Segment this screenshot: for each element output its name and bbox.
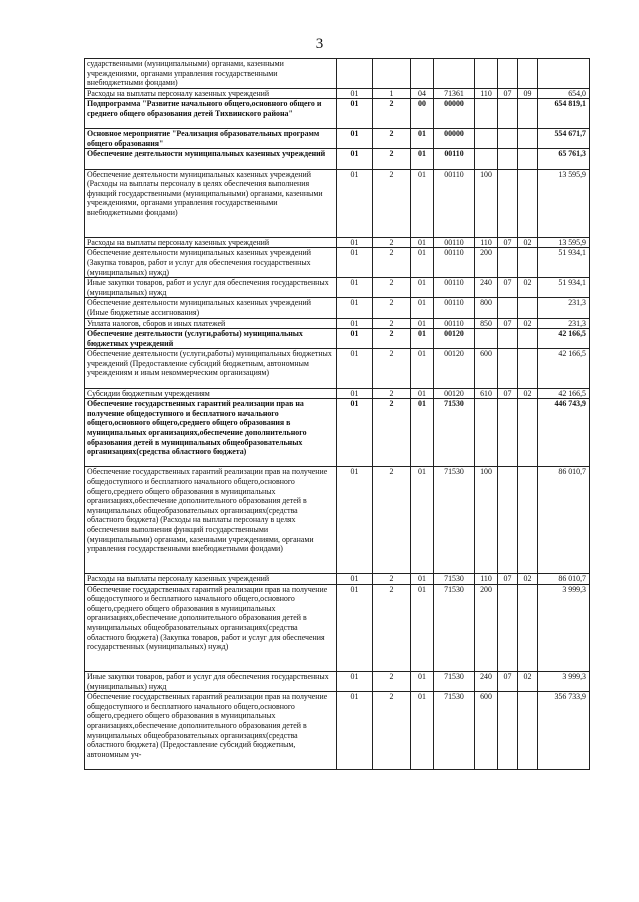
row-code-e: 110: [475, 574, 498, 585]
row-code-f: [498, 329, 518, 349]
row-code-g: [518, 169, 538, 237]
table-row: [85, 99, 590, 129]
row-code-c: 01: [411, 329, 434, 349]
row-code-a: 01: [337, 298, 373, 318]
row-description: сударственными (муниципальными) органами, казенными учреждениями, органами управления государственными внебюджетными фондами): [85, 59, 337, 89]
row-code-d: 00110: [434, 298, 475, 318]
row-code-d: 00110: [434, 237, 475, 248]
row-code-e: 100: [475, 467, 498, 574]
row-code-e: 600: [475, 692, 498, 770]
row-code-a: 01: [337, 149, 373, 169]
row-code-d: 00120: [434, 329, 475, 349]
row-amount: 231,3: [538, 318, 590, 329]
row-code-b: 2: [373, 672, 411, 692]
row-code-f: [498, 99, 518, 129]
row-amount: 13 595,9: [538, 237, 590, 248]
table-body: [85, 59, 590, 770]
row-code-d: 00000: [434, 129, 475, 149]
row-amount: 65 761,3: [538, 149, 590, 169]
row-code-a: 01: [337, 329, 373, 349]
row-description: Подпрограмма "Развитие начального общего,основного общего и среднего общего образования детей Тихвинского района": [85, 99, 337, 129]
table-row: [85, 574, 590, 585]
row-code-f: [498, 399, 518, 467]
row-code-g: [518, 349, 538, 388]
row-code-c: 01: [411, 248, 434, 278]
row-description: Расходы на выплаты персоналу казенных учреждений: [85, 574, 337, 585]
row-code-a: 01: [337, 399, 373, 467]
row-code-e: [475, 399, 498, 467]
row-description: Расходы на выплаты персоналу казенных учреждений: [85, 237, 337, 248]
row-code-g: [518, 692, 538, 770]
row-code-g: 09: [518, 88, 538, 99]
row-code-e: 110: [475, 237, 498, 248]
row-code-d: 00110: [434, 169, 475, 237]
row-code-c: 01: [411, 237, 434, 248]
row-code-d: 00120: [434, 388, 475, 399]
row-code-d: 71530: [434, 467, 475, 574]
row-code-g: 02: [518, 237, 538, 248]
row-code-d: 71530: [434, 574, 475, 585]
row-code-f: 07: [498, 388, 518, 399]
row-code-g: [518, 467, 538, 574]
table-row: [85, 467, 590, 574]
row-code-f: 07: [498, 88, 518, 99]
row-code-f: [498, 467, 518, 574]
row-code-c: 01: [411, 318, 434, 329]
row-code-c: 01: [411, 298, 434, 318]
row-amount: 42 166,5: [538, 388, 590, 399]
row-code-c: 00: [411, 99, 434, 129]
row-code-b: 2: [373, 318, 411, 329]
row-code-g: [518, 298, 538, 318]
row-code-e: [475, 149, 498, 169]
row-code-e: 200: [475, 584, 498, 671]
row-code-a: 01: [337, 278, 373, 298]
row-code-a: 01: [337, 349, 373, 388]
row-code-e: [475, 329, 498, 349]
row-code-c: 01: [411, 584, 434, 671]
row-code-e: 240: [475, 672, 498, 692]
row-code-g: [518, 59, 538, 89]
row-code-f: [498, 129, 518, 149]
row-description: Основное мероприятие "Реализация образовательных программ общего образования": [85, 129, 337, 149]
row-amount: 86 010,7: [538, 467, 590, 574]
row-code-d: 00120: [434, 349, 475, 388]
row-amount: 86 010,7: [538, 574, 590, 585]
row-amount: 13 595,9: [538, 169, 590, 237]
row-code-d: 71530: [434, 584, 475, 671]
row-code-b: 2: [373, 278, 411, 298]
row-code-e: 800: [475, 298, 498, 318]
row-code-f: [498, 59, 518, 89]
row-description: Субсидии бюджетным учреждениям: [85, 388, 337, 399]
page-number: 3: [315, 36, 324, 52]
row-code-e: [475, 59, 498, 89]
table-row: [85, 88, 590, 99]
row-code-b: 2: [373, 349, 411, 388]
row-code-e: 100: [475, 169, 498, 237]
table-row: [85, 329, 590, 349]
row-code-a: 01: [337, 318, 373, 329]
row-code-b: 2: [373, 129, 411, 149]
row-code-f: 07: [498, 672, 518, 692]
row-code-d: 00000: [434, 99, 475, 129]
table-row: [85, 692, 590, 770]
table-row: [85, 349, 590, 388]
row-code-g: 02: [518, 318, 538, 329]
row-code-g: [518, 584, 538, 671]
row-code-d: 71361: [434, 88, 475, 99]
row-code-f: [498, 298, 518, 318]
row-code-d: [434, 59, 475, 89]
row-code-b: 2: [373, 298, 411, 318]
row-description: Расходы на выплаты персоналу казенных учреждений: [85, 88, 337, 99]
row-code-f: [498, 349, 518, 388]
row-description: Уплата налогов, сборов и иных платежей: [85, 318, 337, 329]
row-code-c: 01: [411, 399, 434, 467]
row-code-c: 01: [411, 672, 434, 692]
row-code-a: 01: [337, 388, 373, 399]
row-description: Обеспечение деятельности муниципальных казенных учреждений: [85, 149, 337, 169]
row-amount: [538, 59, 590, 89]
row-code-e: 200: [475, 248, 498, 278]
row-code-c: 01: [411, 574, 434, 585]
row-code-b: 2: [373, 692, 411, 770]
row-code-f: [498, 169, 518, 237]
table-row: [85, 129, 590, 149]
table-row: [85, 149, 590, 169]
row-code-g: [518, 329, 538, 349]
row-code-c: 01: [411, 467, 434, 574]
row-code-c: 01: [411, 692, 434, 770]
budget-table: [84, 58, 590, 770]
row-description: Обеспечение деятельности муниципальных казенных учреждений (Расходы на выплаты персоналу в целях обеспечения выполнения функций государственными (муниципальными) органами, казенными учреждениями, органами управления государственными внебюджетными фондами): [85, 169, 337, 237]
row-description: Обеспечение государственных гарантий реализации прав на получение общедоступного и бесплатного начального общего,основного общего,среднего общего образования в муниципальных организациях,обеспечение дополнительного образования детей в муниципальных общеобразовательных организациях(средства областного бюджета) (Предоставление субсидий бюджетным, автономным уч-: [85, 692, 337, 770]
row-code-b: 2: [373, 574, 411, 585]
row-code-a: 01: [337, 237, 373, 248]
row-code-a: 01: [337, 88, 373, 99]
row-amount: 42 166,5: [538, 329, 590, 349]
row-code-e: [475, 129, 498, 149]
row-code-g: [518, 248, 538, 278]
row-code-c: 01: [411, 149, 434, 169]
table-row: [85, 59, 590, 89]
table-row: [85, 399, 590, 467]
row-code-b: 2: [373, 169, 411, 237]
row-code-e: 610: [475, 388, 498, 399]
row-code-d: 71530: [434, 692, 475, 770]
row-description: Обеспечение деятельности (услуги,работы) муниципальных бюджетных учреждений: [85, 329, 337, 349]
row-code-d: 71530: [434, 399, 475, 467]
row-amount: 554 671,7: [538, 129, 590, 149]
row-code-a: 01: [337, 248, 373, 278]
row-code-g: [518, 129, 538, 149]
row-code-a: 01: [337, 672, 373, 692]
row-code-a: 01: [337, 99, 373, 129]
row-description: Обеспечение деятельности муниципальных казенных учреждений (Закупка товаров, работ и услуг для обеспечения государственных (муниципальных) нужд): [85, 248, 337, 278]
row-amount: 654 819,1: [538, 99, 590, 129]
row-amount: 356 733,9: [538, 692, 590, 770]
row-code-c: 01: [411, 388, 434, 399]
row-code-d: 00110: [434, 278, 475, 298]
row-code-a: 01: [337, 584, 373, 671]
row-code-g: [518, 399, 538, 467]
row-code-g: [518, 149, 538, 169]
row-code-e: 110: [475, 88, 498, 99]
row-code-b: 2: [373, 399, 411, 467]
row-code-g: 02: [518, 672, 538, 692]
row-amount: 654,0: [538, 88, 590, 99]
row-code-c: 04: [411, 88, 434, 99]
row-code-a: 01: [337, 574, 373, 585]
row-amount: 446 743,9: [538, 399, 590, 467]
row-code-c: 01: [411, 278, 434, 298]
row-code-e: 850: [475, 318, 498, 329]
row-code-b: [373, 59, 411, 89]
row-code-f: 07: [498, 278, 518, 298]
row-code-d: 00110: [434, 248, 475, 278]
row-amount: 3 999,3: [538, 672, 590, 692]
table-row: [85, 278, 590, 298]
row-code-f: 07: [498, 574, 518, 585]
table-row: [85, 169, 590, 237]
row-code-c: 01: [411, 349, 434, 388]
table-row: [85, 298, 590, 318]
table-row: [85, 318, 590, 329]
row-code-b: 2: [373, 467, 411, 574]
row-code-g: 02: [518, 388, 538, 399]
table-row: [85, 248, 590, 278]
row-code-a: [337, 59, 373, 89]
row-code-f: [498, 248, 518, 278]
row-code-f: [498, 584, 518, 671]
row-description: Иные закупки товаров, работ и услуг для обеспечения государственных (муниципальных) нужд: [85, 278, 337, 298]
row-code-b: 2: [373, 99, 411, 129]
row-code-b: 2: [373, 237, 411, 248]
row-code-d: 00110: [434, 318, 475, 329]
row-code-g: [518, 99, 538, 129]
row-description: Обеспечение деятельности муниципальных казенных учреждений (Иные бюджетные ассигнования): [85, 298, 337, 318]
row-code-f: 07: [498, 318, 518, 329]
row-description: Обеспечение государственных гарантий реализации прав на получение общедоступного и бесплатного начального общего,основного общего,среднего общего образования в муниципальных организациях,обеспечение дополнительного образования детей в муниципальных общеобразовательных организациях(средства областного бюджета) (Расходы на выплаты персоналу в целях обеспечения выполнения функций государственными (муниципальными) органами, казенными учреждениями, органами управления государственными внебюджетными фондами): [85, 467, 337, 574]
row-amount: 231,3: [538, 298, 590, 318]
row-code-a: 01: [337, 169, 373, 237]
row-code-a: 01: [337, 692, 373, 770]
table-row: [85, 672, 590, 692]
row-code-c: 01: [411, 169, 434, 237]
row-code-f: [498, 692, 518, 770]
row-code-a: 01: [337, 467, 373, 574]
row-code-d: 71530: [434, 672, 475, 692]
row-code-a: 01: [337, 129, 373, 149]
row-code-b: 2: [373, 248, 411, 278]
row-code-b: 2: [373, 329, 411, 349]
row-description: Обеспечение деятельности (услуги,работы) муниципальных бюджетных учреждений (Предоставление субсидий бюджетным, автономным учреждениям и иным некоммерческим организациям): [85, 349, 337, 388]
row-description: Обеспечение государственных гарантий реализации прав на получение общедоступного и бесплатного начального общего,основного общего,среднего общего образования в муниципальных организациях,обеспечение дополнительного образования детей в муниципальных общеобразовательных организациях(средства областного бюджета): [85, 399, 337, 467]
row-description: Иные закупки товаров, работ и услуг для обеспечения государственных (муниципальных) нужд: [85, 672, 337, 692]
row-code-c: 01: [411, 129, 434, 149]
row-code-b: 2: [373, 388, 411, 399]
row-amount: 42 166,5: [538, 349, 590, 388]
row-code-b: 2: [373, 149, 411, 169]
row-code-e: [475, 99, 498, 129]
row-code-b: 1: [373, 88, 411, 99]
row-code-f: 07: [498, 237, 518, 248]
row-amount: 51 934,1: [538, 278, 590, 298]
row-code-g: 02: [518, 574, 538, 585]
row-code-e: 240: [475, 278, 498, 298]
row-amount: 3 999,3: [538, 584, 590, 671]
row-amount: 51 934,1: [538, 248, 590, 278]
row-code-g: 02: [518, 278, 538, 298]
table-row: [85, 584, 590, 671]
row-code-f: [498, 149, 518, 169]
row-code-e: 600: [475, 349, 498, 388]
row-code-b: 2: [373, 584, 411, 671]
row-description: Обеспечение государственных гарантий реализации прав на получение общедоступного и бесплатного начального общего,основного общего,среднего общего образования в муниципальных организациях,обеспечение дополнительного образования детей в муниципальных общеобразовательных организациях(средства областного бюджета) (Закупка товаров, работ и услуг для обеспечения государственных (муниципальных) нужд): [85, 584, 337, 671]
row-code-c: [411, 59, 434, 89]
table-row: [85, 237, 590, 248]
row-code-d: 00110: [434, 149, 475, 169]
table-row: [85, 388, 590, 399]
